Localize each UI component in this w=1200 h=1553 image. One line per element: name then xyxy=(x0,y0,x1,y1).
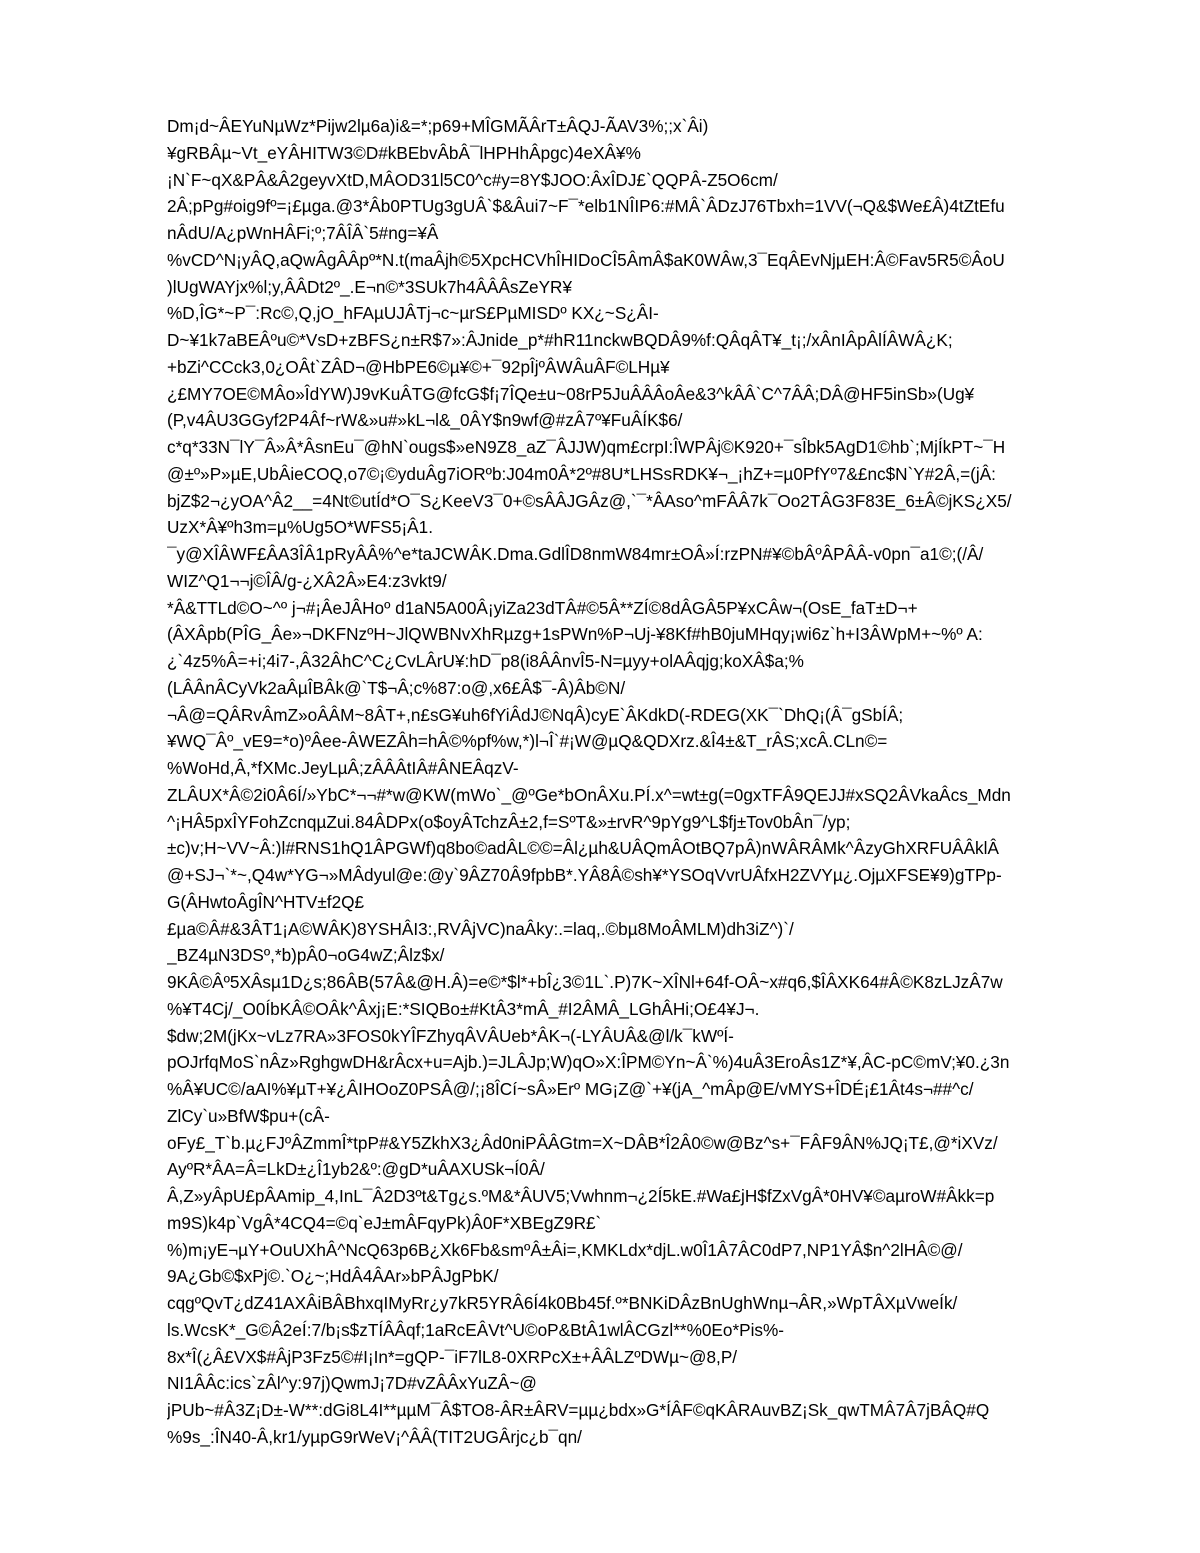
text-line: nÂdU/A¿pWnHÂFi;º;7ÂÎÂ`5#ng=¥Â xyxy=(167,223,439,243)
text-line: G(ÂHwtoÂgÎN^HTV±f2Q£ xyxy=(167,891,365,912)
text-line: ls.WcsK*_G©Â2eÍ:7/b¡s$zTÍÂÂqf;1aRcEÂVt^U©oP&BtÂ1wlÂCGzl**%0Eo*Pis%- xyxy=(167,1319,785,1340)
text-line: m9S)k4p`VgÂ*4CQ4=©q`eJ±mÂFqyPk)Â0F*XBEgZ9R£` xyxy=(167,1212,602,1233)
text-line: ¯y@XÎÂWF£ÂA3ÎÂ1pRyÂÂ%^e*taJCWÂK.Dma.GdlÎD8nmW84mr±OÂ»Í:rzPN#¥©bÂºÂPÂÂ-v0pn¯a1©;(/Â/ xyxy=(167,544,984,564)
text-line: bjZ$2¬¿yOA^Â2__=4Nt©utÍd*O¯S¿KeeV3¯0+©sÂÂJGÂz@,`¯*ÂAso^mFÂÂ7k¯Oo2TÂG3F83E_6±Â©jKS¿X5/ xyxy=(167,490,1012,511)
text-line: @±º»P»µE,UbÂieCOQ,o7©¡©yduÂg7iORºb:J04m0Â*2º#8U*LHSsRDK¥¬_¡hZ+=µ0PfYº7&£nc$N`Y#2Â,=(jÂ: xyxy=(167,463,996,484)
text-line: cqgºQvT¿dZ41AXÂiBÂBhxqIMyRr¿y7kR5YRÂ6Í4k0Bb45f.º*BNKiDÂzBnUghWnµ¬ÂR,»WpTÂXµVweÍk/ xyxy=(167,1293,958,1313)
text-line: +bZi^CCck3,0¿OÂt`ZÂD¬@HbPE6©µ¥©+¯92pÎjºÂWÂuÂF©LHµ¥ xyxy=(167,356,670,377)
text-line: ¿`4z5%Â=+i;4i7-,Â32ÂhC^C¿CvLÂrU¥:hD¯p8(i8ÂÂnvÎ5-N=µyy+olAÂqjg;koXÂ$a;% xyxy=(167,651,804,671)
text-line: 9A¿Gb©$xPj©.`O¿~;HdÂ4ÂAr»bPÂJgPbK/ xyxy=(167,1266,499,1287)
text-line: ¡N`F~qX&PÂ&Â2geyvXtD,MÂOD31l5C0^c#y=8Y$JOO:ÂxÎDJ£`QQPÂ-Z5O6cm/ xyxy=(167,169,778,190)
text-line: pOJrfqMoS`nÂz»RghgwDH&rÂcx+u=Ajb.)=JLÂJp;W)qO»X:ÎPM©Yn~Â`%)4uÂ3EroÂs1Z*¥,ÂC-pC©mV;¥0.¿3n xyxy=(167,1052,1010,1073)
text-line: ¬Â@=QÂRvÂmZ»oÂÂM~8ÂT+,n£sG¥uh6fYiÂdJ©NqÂ)cyE`ÂKdkD(-RDEG(XK¯`DhQ¡(Â¯gSbÍÂ; xyxy=(167,704,904,725)
text-line: c*q*33N¯lY¯Â»Â*ÂsnEu¯@hN`ougs$»eN9Z8_aZ¯ÂJJW)qm£crpI:ÎWPÂj©K920+¯sÎbk5AgD1©hb`;MjÍkPT~¯H xyxy=(167,437,1006,457)
text-line: (ÂXÂpb(PÎG_Âe»¬DKFNzºH~JlQWBNvXhRµzg+1sPWn%P¬Uj-¥8Kf#hB0juMHqy¡wi6z`h+I3ÂWpM+~%º A: xyxy=(167,624,983,645)
text-line: *Â&TTLd©O~^º j¬#¡ÂeJÂHoº d1aN5A00Â¡yiZa23dTÂ#©5Â**ZÍ©8dÂGÂ5P¥xCÂw¬(OsE_faT±D¬+ xyxy=(167,597,918,618)
text-line: %D,ÎG*~P¯:Rc©,Q,jO_hFAµUJÂTj¬c~µrS£PµMISDº KX¿~S¿ÂI- xyxy=(167,303,659,324)
text-line: @+SJ¬`*~,Q4w*YG¬»MÂdyul@e:@y`9ÂZ70Â9fpbB*.YÂ8Â©sh¥*YSOqVvrUÂfxH2ZVYµ¿.OjµXFSE¥9)gTPp- xyxy=(167,865,1002,885)
text-line: 8x*Î(¿Â£VX$#ÂjP3Fz5©#I¡In*=gQP-¯iF7lL8-0XRPcX±+ÂÂLZºDWµ~@8,P/ xyxy=(167,1346,738,1367)
text-line: ¿£MY7OE©MÂo»ÎdYW)J9vKuÂTG@fcG$f¡7ÎQe±u~08rP5JuÂÂÂoÂe&3^kÂÂ`C^7ÂÂ;DÂ@HF5inSb»(Ug¥ xyxy=(167,383,975,404)
text-line: NI1ÂÂc:ics`zÂl^y:97j)QwmJ¡7D#vZÂÂxYuZÂ~@ xyxy=(167,1373,537,1394)
text-line: 9KÂ©Âº5XÂsµ1D¿s;86ÂB(57Â&@H.Â)=e©*$l*+bÎ¿3©1L`.P)7K~XÎNl+64f-OÂ~x#q6,$ÎÂXK64#Â©K8zLJzÂ7w xyxy=(167,972,1003,992)
text-line: %)m¡yE¬µY+OuUXhÂ^NcQ63p6B¿Xk6Fb&smºÂ±Âi=,KMKLdx*djL.w0Î1Â7ÂC0dP7,NP1YÂ$n^2lHÂ©@/ xyxy=(167,1239,963,1260)
text-line: ¥WQ¯Âº_vE9=*o)ºÂee-ÂWEZÂh=hÂ©%pf%w,*)l¬Î`#¡W@µQ&QDXrz.&Î4±&T_rÂS;xcÂ.CLn©= xyxy=(167,731,888,752)
text-line: oFy£_T`b.µ¿FJºÂZmmÎ*tpP#&Y5ZkhX3¿Âd0niPÂÂGtm=X~DÂB*Î2Â0©w@Bz^s+¯FÂF9ÂN%JQ¡T£,@*iXVz/ xyxy=(167,1132,998,1153)
document-body-text xyxy=(167,113,1147,1451)
text-line: AyºR*ÂA=Â=LkD±¿Î1yb2&º:@gD*uÂAXUSk¬Í0Â/ xyxy=(167,1159,545,1180)
text-line: ±c)v;H~VV~Â:)l#RNS1hQ1ÂPGWf)q8bo©adÂL©©=Âl¿µh&UÂQmÂOtBQ7pÂ)nWÂRÂMk^ÂzyGhXRFUÂÂklÂ xyxy=(167,838,999,859)
text-line: ZLÂUX*Â©2i0Â6Í/»YbC*¬¬#*w@KW(mWo`_@ºGe*bOnÂXu.PÍ.x^=wt±g(=0gxTFÂ9QEJJ#xSQ2ÂVkaÂcs_Mdn xyxy=(167,784,1011,805)
text-line: %9s_:ÎN40-Â,kr1/yµpG9rWeV¡^ÂÂ(TIT2UGÂrjc¿b¯qn/ xyxy=(167,1426,582,1447)
text-line: WIZ^Q1¬¬j©ÎÂ/g-¿XÂ2Â»E4:z3vkt9/ xyxy=(167,570,447,591)
text-line: ¥gRBÂµ~Vt_eYÂHITW3©D#kBEbvÂbÂ¯lHPHhÂpgc)4eXÂ¥% xyxy=(167,142,641,163)
text-line: Dm¡d~ÂEYuNµWz*Pijw2lµ6a)i&=*;p69+MÎGMÃÂrT±ÂQJ-ÃAV3%;;x`Âi) xyxy=(167,116,709,136)
text-line: 2Â;pPg#oig9fº=¡£µga.@3*Âb0PTUg3gUÂ`$&Âui7~F¯*elb1NÎIP6:#MÂ`ÂDzJ76Tbxh=1VV(¬Q&$We£Â)4tZtEfu xyxy=(167,196,1005,217)
text-line: D~¥1k7aBEÂºu©*VsD+zBFS¿n±R$7»:ÂJnide_p*#hR11nckwBQDÂ9%f:QÂqÂT¥_t¡;/xÂnIÂpÂlÍÂWÂ¿K; xyxy=(167,330,953,350)
text-line: %¥T4Cj/_O0ÍbKÂ©OÂk^Âxj¡E:*SIQBo±#KtÂ3*mÂ_#I2ÂMÂ_LGhÂHi;O£4¥J¬. xyxy=(167,998,760,1019)
text-line: %vCD^N¡yÂQ,aQwÂgÂÂpº*N.t(maÂjh©5XpcHCVhÎHIDoCÎ5ÂmÂ$aK0WÂw,3¯EqÂEvNjµEH:Â©Fav5R5©ÂoU xyxy=(167,249,1005,270)
text-line: jPUb~#Â3Z¡D±-W**:dGi8L4I**µµM¯Â$TO8-ÂR±ÂRV=µµ¿bdx»G*ÍÂF©qKÂRAuvBZ¡Sk_qwTMÂ7Â7jBÂQ#Q xyxy=(167,1400,990,1420)
text-line: _BZ4µN3DSº,*b)pÂ0¬oG4wZ;Âlz$x/ xyxy=(167,945,445,966)
text-line: )lUgWAYjx%l;y,ÂÂDt2º_.E¬n©*3SUk7h4ÂÂÂsZeYR¥ xyxy=(167,276,573,297)
text-line: ^¡HÂ5pxÎYFohZcnqµZui.84ÂDPx(o$oyÂTchzÂ±2,f=SºT&»±rvR^9pYg9^L$fj±Tov0bÂn¯/yp; xyxy=(167,811,851,832)
text-line: ZlCy`u»BfW$pu+(cÂ- xyxy=(167,1105,330,1126)
text-line: (LÂÂnÂCyVk2aÂµÎBÂk@`T$¬Â;c%87:o@,x6£Â$¯-Â)Âb©N/ xyxy=(167,677,626,698)
text-line: (P,v4ÂU3GGyf2P4Âf~rW&»u#»kL¬l&_0ÂY$n9wf@#zÂ7º¥FuÂÍK$6/ xyxy=(167,410,683,431)
text-line: %WoHd,Â,*fXMc.JeyLµÂ;zÂÂÂtIÂ#ÂNEÂqzV- xyxy=(167,758,519,778)
text-line: UzX*Â¥ºh3m=µ%Ug5O*WFS5¡Â1. xyxy=(167,517,433,538)
text-line: $dw;2M(jKx~vLz7RA»3FOS0kYÎFZhyqÂVÂUeb*ÂK¬(-LYÂUÂ&@l/k¯kWºÍ- xyxy=(167,1025,734,1046)
text-line: £µa©Â#&3ÂT1¡A©WÂK)8YSHÂI3:,RVÂjVC)naÂky:.=laq,.©bµ8MoÂMLM)dh3iZ^)`/ xyxy=(167,918,794,939)
text-line: Â,Z»yÂpU£pÂAmip_4,InL¯Â2D3ºt&Tg¿s.ºM&*ÂUV5;Vwhnm¬¿2Í5kE.#Wa£jH$fZxVgÂ*0HV¥©aµroW#Âkk=p xyxy=(167,1186,995,1206)
text-line: %Â¥UC©/aAI%¥µT+¥¿ÂIHOoZ0PSÂ@/;¡8ÎCí~sÂ»Erº MG¡Z@`+¥(jA_^mÂp@E/vMYS+ÎDÉ¡£1Ât4s¬##^c/ xyxy=(167,1079,974,1099)
